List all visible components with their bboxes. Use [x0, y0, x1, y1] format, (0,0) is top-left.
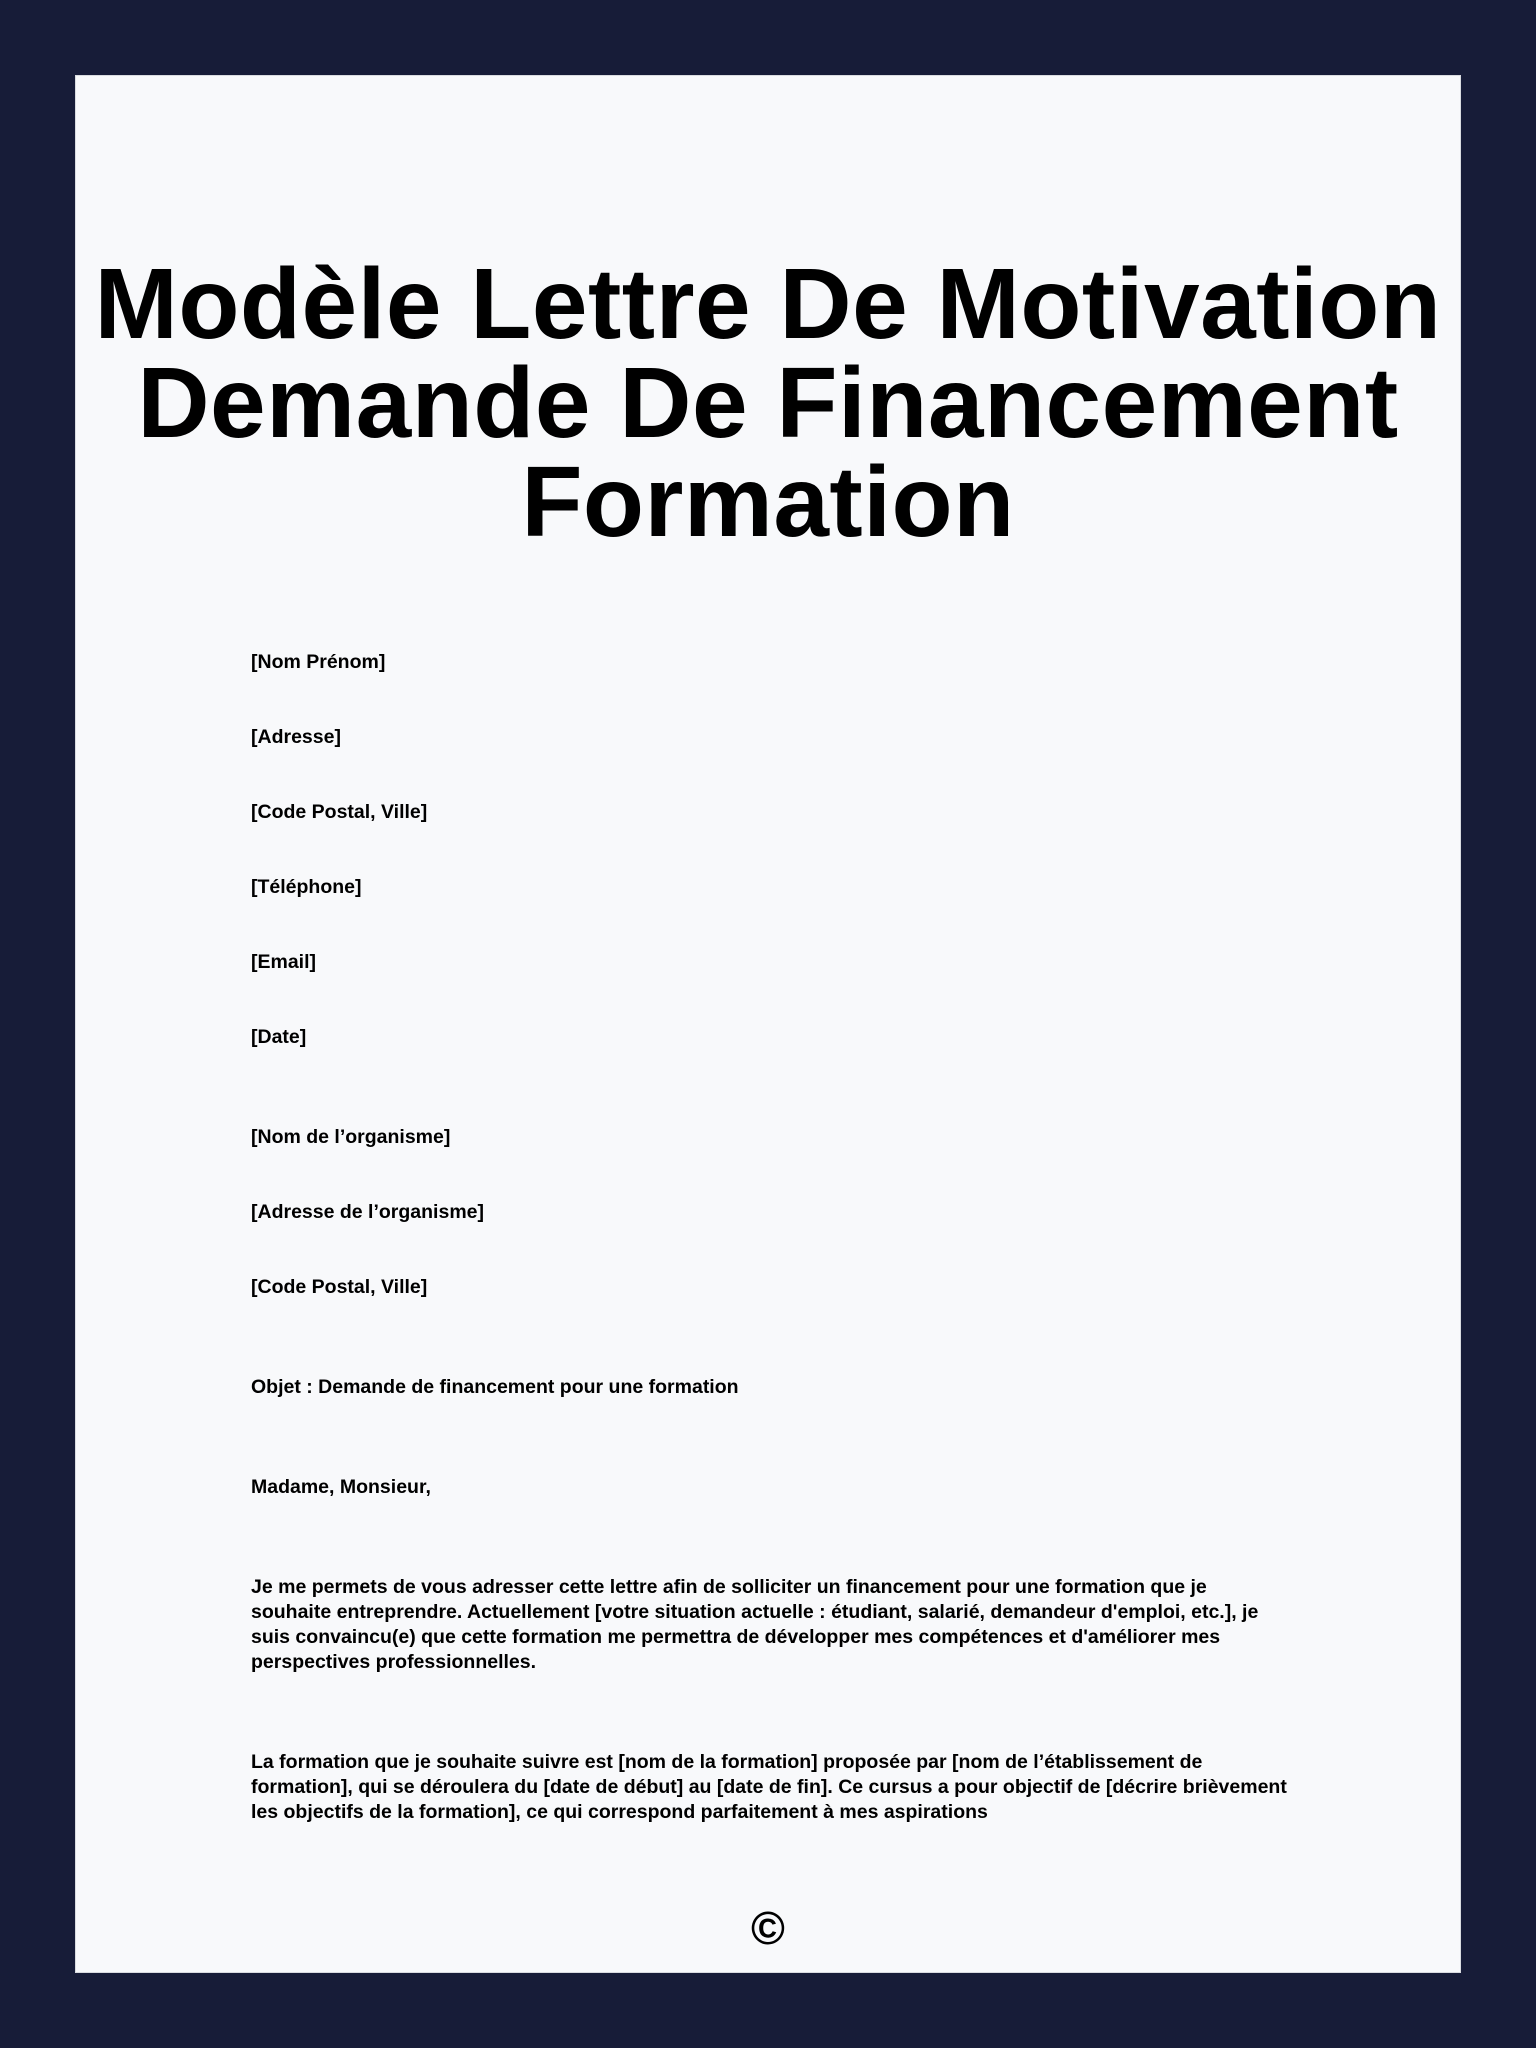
recipient-address: [Adresse de l’organisme]	[251, 1201, 484, 1223]
recipient-postal-city: [Code Postal, Ville]	[251, 1276, 428, 1298]
title-line: Formation	[521, 446, 1015, 558]
sender-name: [Nom Prénom]	[251, 651, 386, 673]
document-title	[76, 248, 1460, 558]
title-line: Demande De Financement	[137, 347, 1399, 459]
letter-date: [Date]	[251, 1026, 307, 1048]
sender-address: [Adresse]	[251, 726, 341, 748]
letter-paragraph: Je me permets de vous adresser cette lettre afin de solliciter un financement pour une formation que je souhaite entreprendre. Actuellement [votre situation actuelle : étudiant, salarié, demandeur d'emploi, etc.], je suis convaincu(e) que cette formation me permettra de développer mes compétences et d'améliorer mes perspectives professionnelles.	[251, 1576, 1259, 1673]
sender-email: [Email]	[251, 951, 317, 973]
letter-subject: Objet : Demande de financement pour une formation	[251, 1376, 739, 1398]
recipient-name: [Nom de l’organisme]	[251, 1126, 451, 1148]
sender-phone: [Téléphone]	[251, 876, 362, 898]
letter-salutation: Madame, Monsieur,	[251, 1476, 431, 1498]
sender-postal-city: [Code Postal, Ville]	[251, 801, 428, 823]
copyright-icon: ©	[751, 1902, 785, 1954]
title-line: Modèle Lettre De Motivation	[94, 248, 1442, 360]
letter-paragraph: La formation que je souhaite suivre est [nom de la formation] proposée par [nom de l’établissement de formation], qui se déroulera du [date de début] au [date de fin]. Ce cursus a pour objectif de [décrire brièvement les objectifs de la formation], ce qui correspond parfaitement à mes aspirations	[251, 1751, 1287, 1823]
document-page	[75, 75, 1461, 1973]
